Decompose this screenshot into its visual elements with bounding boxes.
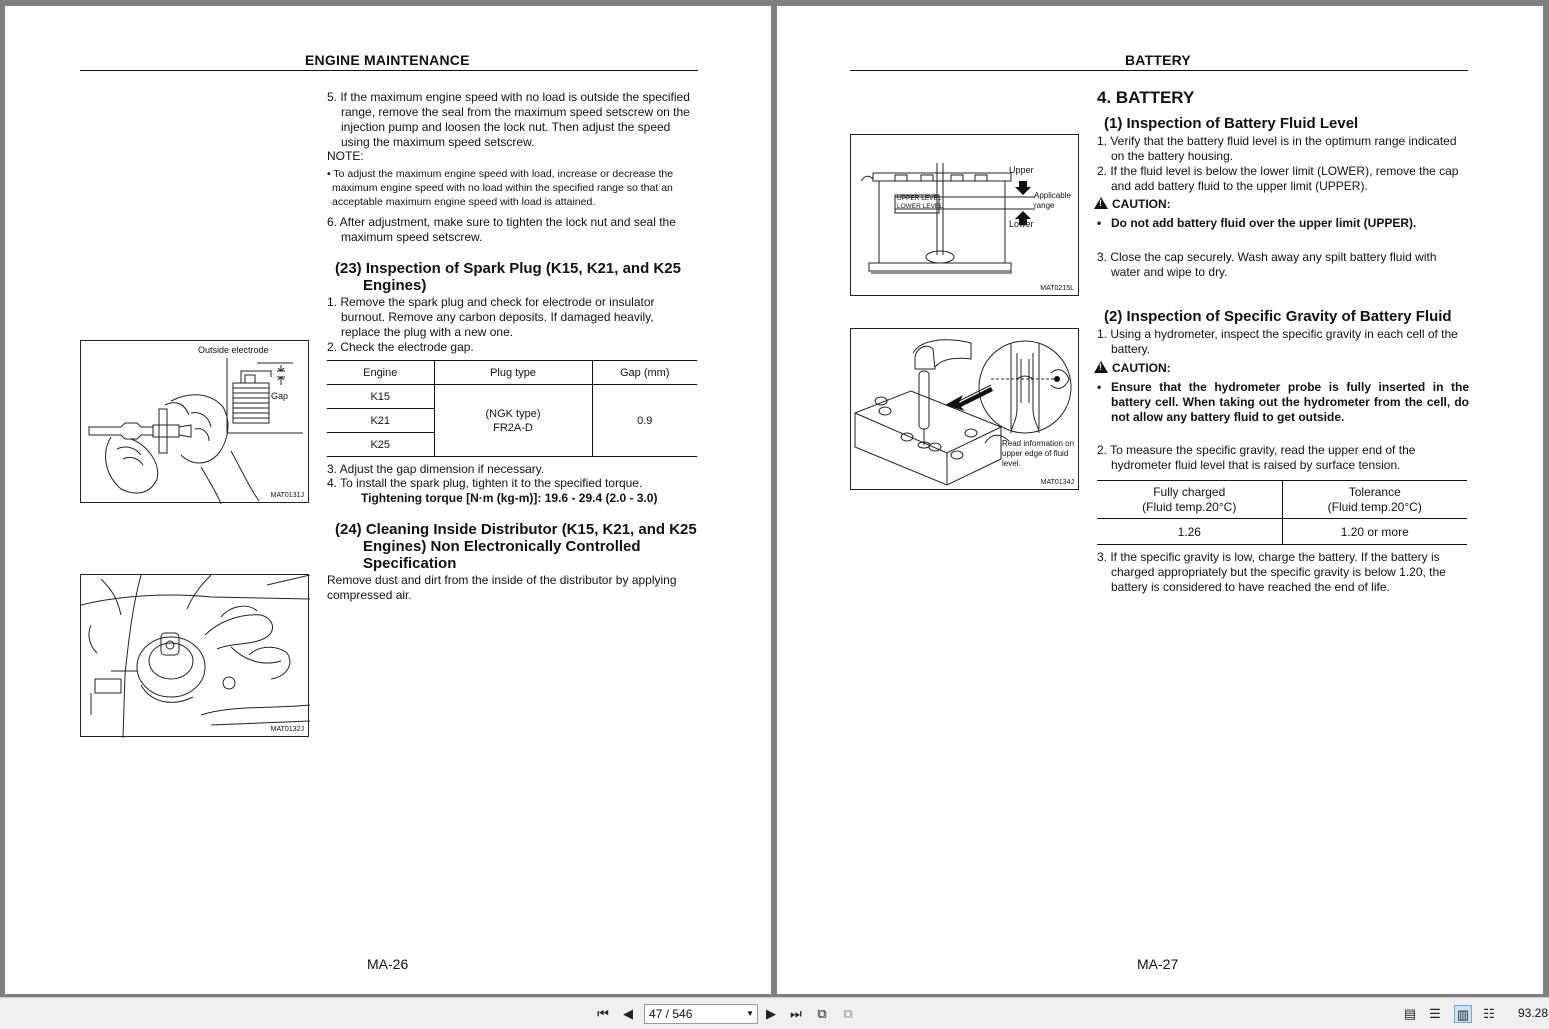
engine-cell: K15 [327, 385, 434, 409]
label-outside-electrode: Outside electrode [198, 345, 269, 355]
section-23-title: (23) Inspection of Spark Plug (K15, K21, and K25 Engines) [335, 260, 681, 294]
fully-charged-value: 1.26 [1097, 519, 1282, 545]
label-applicable-range: Applicable range [1034, 191, 1071, 210]
header-line: (Fluid temp.20°C) [1327, 499, 1422, 514]
label-read-information: Read information on upper edge of fluid level. [1002, 439, 1075, 468]
go-forward-icon[interactable]: ⧉ [843, 1006, 853, 1021]
two-page-continuous-icon[interactable]: ☷ [1483, 1006, 1495, 1021]
two-page-view-icon[interactable]: ▥ [1454, 1005, 1472, 1023]
plug-type-cell [434, 385, 592, 457]
sec23-step-4: 4. To install the spark plug, tighten it to the specified torque. [327, 476, 643, 490]
plug-type-line2: FR2A-D [493, 421, 533, 434]
sec23-step-1: 1. Remove the spark plug and check for electrode or insulator burnout. Remove any carbon deposits. If damaged heavily, replace the plug with a new one. [327, 295, 655, 339]
section-2-title: (2) Inspection of Specific Gravity of Battery Fluid [1104, 308, 1452, 325]
plug-type-line1: (NGK type) [485, 407, 541, 420]
page-selector[interactable] [644, 1004, 758, 1024]
page-ma-27 [777, 6, 1543, 994]
next-page-icon[interactable]: ▶ [766, 1006, 776, 1021]
figure-spark-plug-gap [80, 340, 309, 503]
note-label: NOTE: [327, 149, 364, 163]
figure-code: MAT0132J [270, 726, 304, 733]
chevron-down-icon: ▼ [746, 1009, 754, 1018]
page-ma-26 [5, 6, 771, 994]
sec2-step-3: 3. If the specific gravity is low, charge the battery. If the battery is charged appropriately but the specific gravity is below 1.20, the battery is considered to have reached the end of life. [1097, 550, 1446, 594]
caution-label: CAUTION: [1112, 197, 1171, 211]
single-page-view-icon[interactable]: ▤ [1403, 1006, 1417, 1021]
caution-label: CAUTION: [1112, 361, 1171, 375]
last-page-icon[interactable]: ⏭ [790, 1006, 802, 1021]
page-display: 47 / 546 [649, 1007, 693, 1021]
figure-distributor [80, 574, 309, 737]
figure-battery-level [850, 134, 1079, 296]
page-number: MA-27 [1137, 956, 1179, 972]
continuous-view-icon[interactable]: ☰ [1429, 1006, 1441, 1021]
caution-text: Do not add battery fluid over the upper limit (UPPER). [1111, 216, 1417, 230]
viewer-toolbar [0, 997, 1549, 1029]
zoom-level[interactable]: 93.28 [1518, 1006, 1549, 1020]
bullet: • [1097, 380, 1102, 394]
caution-heading [1094, 361, 1171, 375]
figure-code: MAT0131J [270, 492, 304, 499]
spark-plug-illustration [81, 341, 310, 504]
battery-level-illustration [851, 135, 1080, 297]
col-plug-type: Plug type [434, 361, 592, 385]
col-engine: Engine [327, 361, 434, 385]
col-fully-charged [1097, 481, 1282, 519]
first-page-icon[interactable]: ⏮ [597, 1006, 609, 1021]
label-upper: Upper [1009, 165, 1034, 175]
figure-code: MAT0134J [1040, 479, 1074, 486]
caution-text: Ensure that the hydrometer probe is fully inserted in the battery cell. When taking out the hydrometer from the cell, do not allow any battery fluid to get outside. [1111, 380, 1469, 424]
caution-heading [1094, 197, 1171, 211]
figure-hydrometer [850, 328, 1079, 490]
sec2-step-1: 1. Using a hydrometer, inspect the specific gravity in each cell of the battery. [1097, 327, 1458, 356]
specific-gravity-table [1097, 480, 1467, 545]
sec24-text: Remove dust and dirt from the inside of the distributor by applying compressed air. [327, 573, 677, 602]
header-rule [80, 70, 698, 71]
note-text: • To adjust the maximum engine speed with load, increase or decrease the maximum engine speed with no load within the specified range so that an acceptable maximum engine speed with load is attained. [327, 168, 674, 208]
bullet: • [1097, 216, 1102, 230]
header-line: (Fluid temp.20°C) [1142, 499, 1237, 514]
sec2-caution-text [1097, 380, 1469, 425]
engine-cell: K21 [327, 409, 434, 433]
label-lower: Lower [1009, 219, 1034, 229]
sec1-step-2: 2. If the fluid level is below the lower limit (LOWER), remove the cap and add battery fluid to the upper limit (UPPER). [1097, 164, 1459, 193]
header-line: Fully charged [1153, 484, 1226, 499]
label-gap: Gap [271, 391, 289, 401]
sec1-step-3: 3. Close the cap securely. Wash away any spilt battery fluid with water and wipe to dry. [1097, 250, 1437, 279]
section-24-title: (24) Cleaning Inside Distributor (K15, K21, and K25 Engines) Non Electronically Controlled Specification [335, 521, 697, 572]
header-rule [850, 70, 1468, 71]
engine-cell: K25 [327, 433, 434, 457]
step-5: 5. If the maximum engine speed with no load is outside the specified range, remove the seal from the maximum speed setscrew on the injection pump and loosen the lock nut. Then adjust the speed using the maximum speed setscrew. [327, 90, 690, 149]
section-title: 4. BATTERY [1097, 88, 1195, 107]
page-header: BATTERY [1125, 52, 1191, 68]
col-tolerance [1282, 481, 1467, 519]
header-line: Tolerance [1348, 484, 1401, 499]
spark-plug-table [327, 360, 697, 457]
page-header: ENGINE MAINTENANCE [305, 52, 470, 68]
figure-code: MAT0215L [1040, 285, 1074, 292]
step-6: 6. After adjustment, make sure to tighten the lock nut and seal the maximum speed setscrew. [327, 215, 676, 244]
sec1-caution-text [1097, 216, 1469, 231]
go-back-icon[interactable]: ⧉ [817, 1006, 827, 1021]
sec2-step-2: 2. To measure the specific gravity, read the upper end of the hydrometer fluid level that is raised by surface tension. [1097, 443, 1416, 472]
col-gap: Gap (mm) [620, 366, 670, 379]
label-upper-level: UPPER LEVEL [897, 195, 942, 202]
sec23-step-3: 3. Adjust the gap dimension if necessary. [327, 462, 545, 476]
tolerance-value: 1.20 or more [1340, 524, 1409, 539]
previous-page-icon[interactable]: ◀ [623, 1006, 633, 1021]
label-lower-level: LOWER LEVEL [897, 203, 943, 210]
section-1-title: (1) Inspection of Battery Fluid Level [1104, 115, 1359, 132]
gap-cell: 0.9 [637, 414, 653, 427]
distributor-illustration [81, 575, 310, 738]
page-number: MA-26 [367, 956, 409, 972]
warning-icon [1094, 197, 1108, 209]
sec23-step-2: 2. Check the electrode gap. [327, 340, 474, 354]
sec1-step-1: 1. Verify that the battery fluid level is in the optimum range indicated on the battery housing. [1097, 134, 1457, 163]
warning-icon [1094, 361, 1108, 373]
tightening-torque: Tightening torque [N·m (kg-m)]: 19.6 - 29.4 (2.0 - 3.0) [361, 491, 658, 505]
